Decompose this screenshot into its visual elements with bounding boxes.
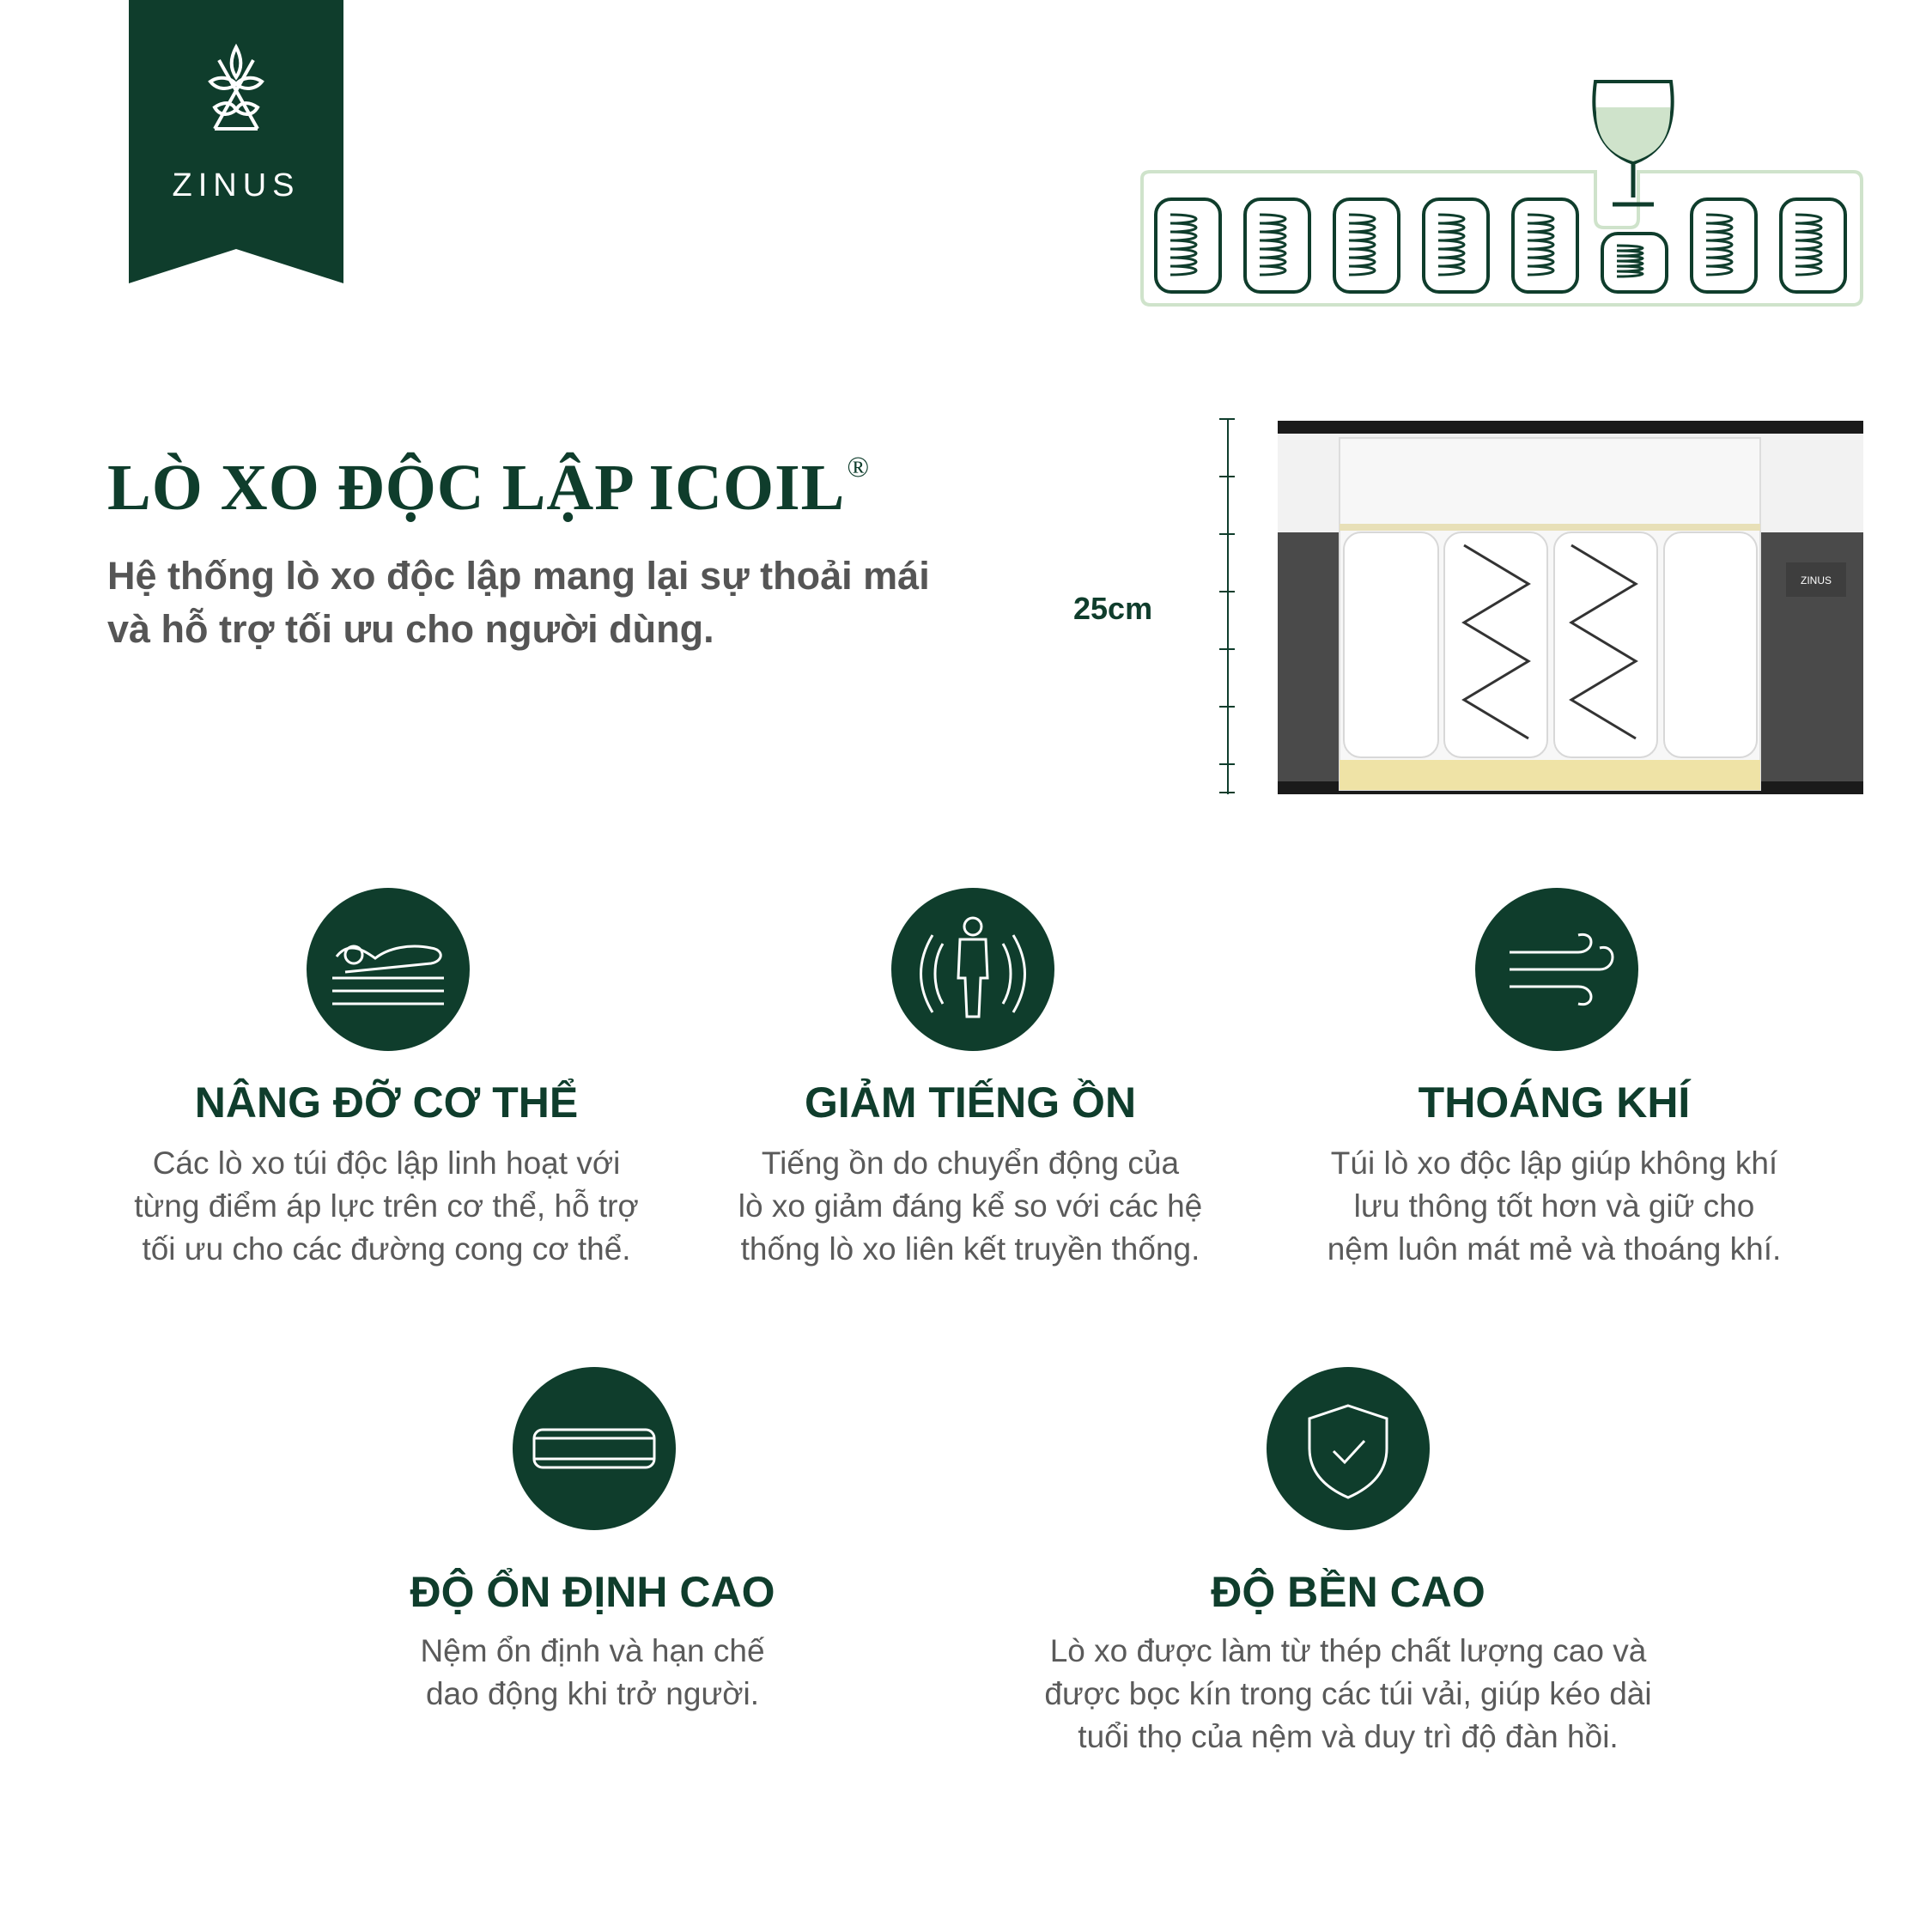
spring-wine-glass-diagram — [1132, 77, 1870, 318]
feature-title: NÂNG ĐỠ CƠ THỂ — [194, 1078, 579, 1127]
svg-text:ZINUS: ZINUS — [1801, 574, 1832, 586]
body-support-icon — [307, 888, 470, 1051]
page-title: LÒ XO ĐỘC LẬP ICOIL® — [107, 451, 871, 524]
feature-description: Túi lò xo độc lập giúp không khí lưu thông tốt hơn và giữ cho nệm luôn mát mẻ và thoáng khí. — [1327, 1145, 1782, 1267]
height-ruler — [1219, 419, 1235, 794]
feature-title: ĐỘ BỀN CAO — [1211, 1568, 1485, 1616]
feature-title: ĐỘ ỔN ĐỊNH CAO — [410, 1568, 775, 1616]
feature-description: Lò xo được làm từ thép chất lượng cao và được bọc kín trong các túi vải, giúp kéo dài tuổi thọ của nệm và duy trì độ đàn hồi. — [1044, 1633, 1652, 1754]
feature-description: Nệm ổn định và hạn chế dao động khi trở người. — [420, 1633, 765, 1711]
feature-title: GIẢM TIẾNG ỒN — [804, 1078, 1137, 1127]
feature-description: Tiếng ồn do chuyển động của lò xo giảm đáng kể so với các hệ thống lò xo liên kết truyền thống. — [738, 1145, 1203, 1267]
noise-reduction-icon — [891, 888, 1054, 1051]
brand-name: ZINUS — [172, 167, 301, 204]
zinus-tag — [1786, 562, 1846, 597]
registered-mark: ® — [847, 451, 871, 483]
airflow-icon — [1475, 888, 1638, 1051]
mattress-cross-section — [1219, 416, 1863, 794]
page-subtitle: Hệ thống lò xo độc lập mang lại sự thoải mái và hỗ trợ tối ưu cho người dùng. — [107, 554, 930, 651]
feature-description: Các lò xo túi độc lập linh hoạt với từng điểm áp lực trên cơ thể, hỗ trợ tối ưu cho các đường cong cơ thể. — [134, 1145, 639, 1267]
shield-check-icon — [1267, 1367, 1430, 1530]
feature-title: THOÁNG KHÍ — [1418, 1078, 1691, 1127]
brand-logo-badge — [129, 0, 343, 283]
height-label: 25cm — [1073, 591, 1153, 626]
mattress-icon — [513, 1367, 676, 1530]
